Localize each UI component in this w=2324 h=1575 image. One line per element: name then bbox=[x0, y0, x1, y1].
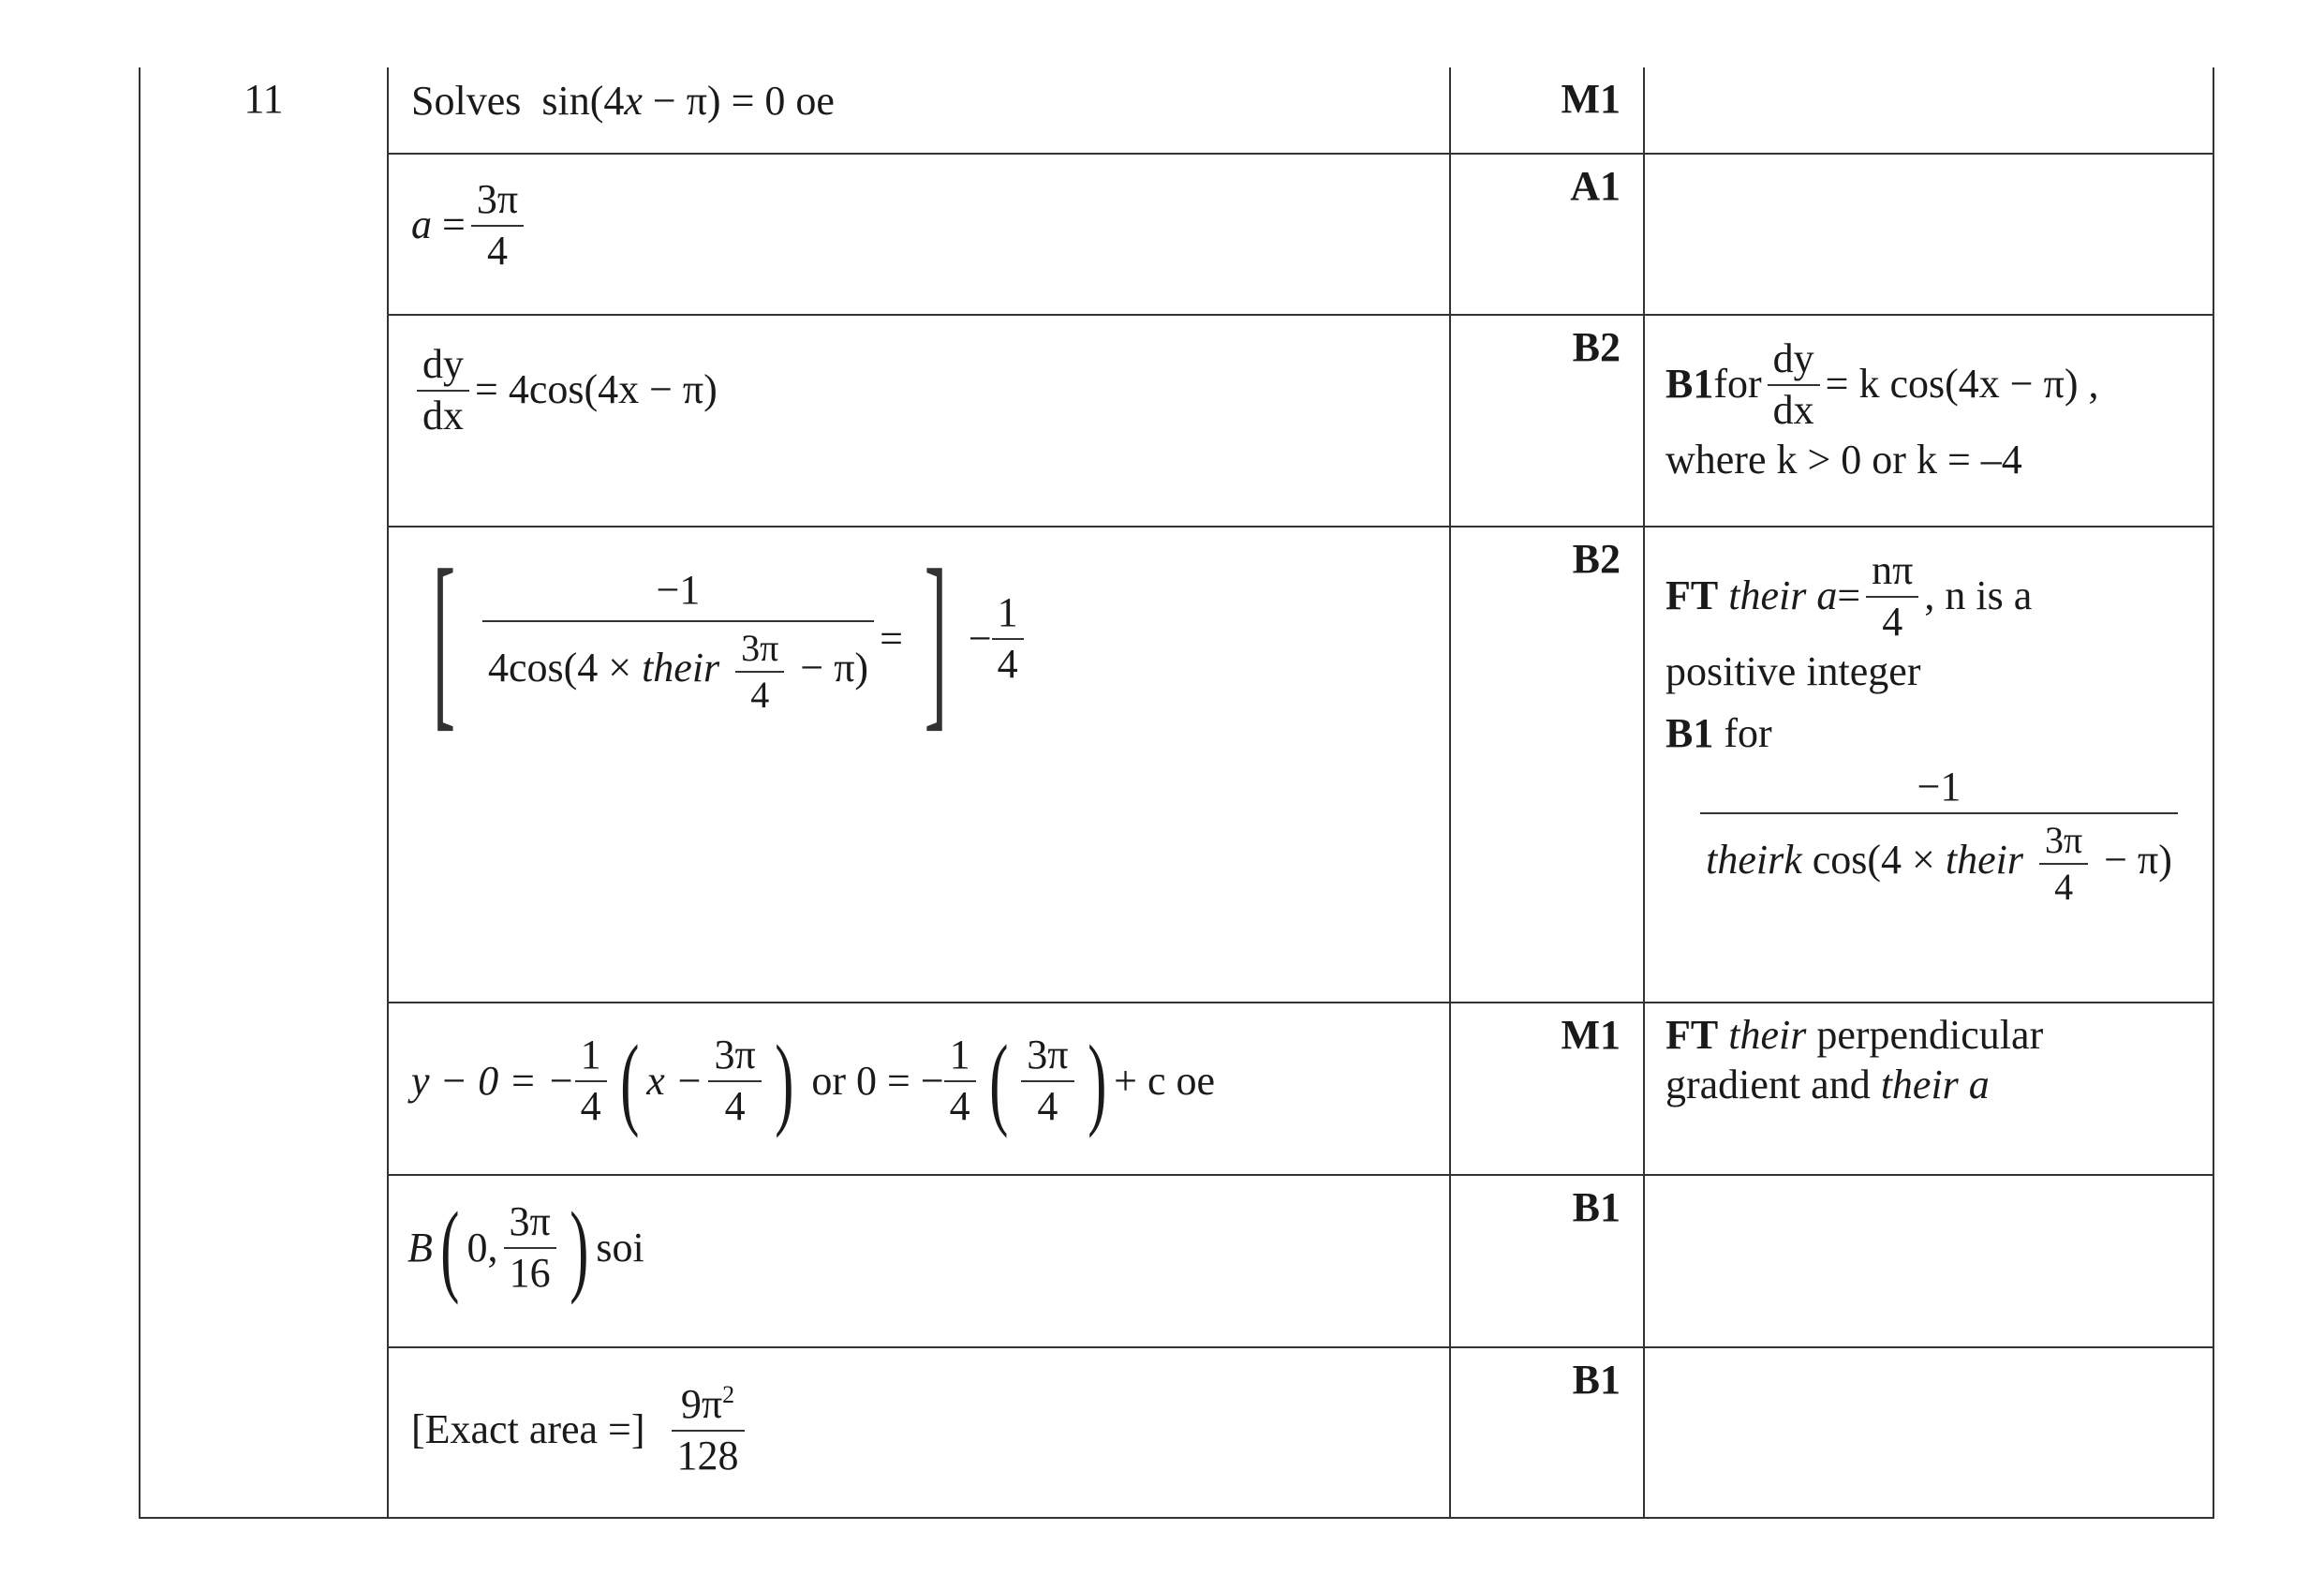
guidance-text bbox=[1645, 316, 2213, 484]
point-x: 0, bbox=[466, 1224, 498, 1270]
fraction-denominator: 4 bbox=[997, 641, 1018, 687]
result-fraction bbox=[992, 588, 1024, 690]
denominator-their: their bbox=[1945, 837, 2023, 884]
table-row bbox=[140, 315, 2213, 527]
fraction-denominator: 4 bbox=[486, 227, 508, 274]
guidance-cell bbox=[1644, 527, 2213, 1003]
answer-rhs: = 4cos(4x − π) bbox=[475, 366, 718, 413]
answer-text bbox=[389, 316, 1449, 441]
guidance-text bbox=[1645, 527, 2213, 910]
fraction-denominator: 128 bbox=[676, 1432, 739, 1478]
answer-expr-tail: − π) = 0 oe bbox=[642, 78, 835, 124]
point-label: B bbox=[407, 1224, 433, 1270]
fraction-denominator: dx bbox=[422, 392, 464, 438]
guidance-n: , n is a bbox=[1924, 572, 2033, 619]
mark-label: M1 bbox=[1561, 76, 1621, 122]
answer-cell bbox=[388, 1003, 1450, 1175]
guidance-rest: gradient and bbox=[1665, 1061, 1881, 1107]
denominator-pre: 4cos(4 × bbox=[487, 645, 643, 691]
left-paren: ( bbox=[440, 1191, 460, 1305]
guidance-positive-integer: positive integer bbox=[1665, 647, 1921, 694]
fraction-numerator: 1 bbox=[992, 588, 1024, 640]
fraction-denominator bbox=[482, 622, 874, 718]
inner-fraction bbox=[2039, 818, 2088, 910]
fraction-denominator: 4 bbox=[750, 674, 770, 717]
area-label: [Exact area =] bbox=[411, 1406, 645, 1453]
left-paren: ( bbox=[988, 1024, 1009, 1138]
answer-word: Solves bbox=[411, 78, 522, 124]
fraction-numerator: 3π bbox=[1021, 1031, 1073, 1082]
fraction-denominator: 16 bbox=[509, 1250, 551, 1296]
guidance-mark: B1 bbox=[1665, 361, 1714, 408]
fraction-numerator: 3π bbox=[2039, 818, 2088, 865]
guidance-cell bbox=[1644, 154, 2213, 315]
mark-scheme-table bbox=[139, 67, 2214, 1519]
guidance-for: for bbox=[1713, 361, 1762, 408]
equation-or: or bbox=[811, 1057, 846, 1104]
answer-text bbox=[389, 1348, 1449, 1481]
denominator-post: − π) bbox=[800, 645, 869, 691]
fraction-denominator: dx bbox=[1772, 386, 1814, 433]
mark-label: A1 bbox=[1570, 163, 1621, 209]
mark-cell bbox=[1450, 315, 1644, 527]
answer-cell bbox=[388, 1347, 1450, 1518]
left-bracket: [ bbox=[432, 530, 456, 748]
gradient-fraction bbox=[482, 560, 874, 719]
left-paren: ( bbox=[619, 1024, 640, 1138]
equation-fraction bbox=[575, 1031, 607, 1132]
answer-fraction bbox=[471, 175, 524, 276]
answer-cell bbox=[388, 527, 1450, 1003]
fraction-numerator bbox=[672, 1380, 745, 1432]
mark-label: B1 bbox=[1572, 1357, 1621, 1403]
mark-cell bbox=[1450, 1347, 1644, 1518]
guidance-ft: FT bbox=[1665, 572, 1719, 619]
point-y-fraction bbox=[504, 1197, 556, 1299]
point-tail: soi bbox=[596, 1224, 644, 1270]
mark-label: M1 bbox=[1561, 1012, 1621, 1058]
mark-cell bbox=[1450, 1003, 1644, 1175]
mark-cell bbox=[1450, 67, 1644, 154]
equation-tail: + c oe bbox=[1114, 1057, 1216, 1104]
answer-text bbox=[389, 155, 1449, 276]
inner-fraction bbox=[735, 626, 784, 718]
guidance-derivative bbox=[1768, 334, 1820, 436]
fraction-numerator: 3π bbox=[471, 175, 524, 227]
equation-fraction bbox=[1021, 1031, 1073, 1132]
answer-cell bbox=[388, 67, 1450, 154]
answer-cell bbox=[388, 154, 1450, 315]
answer-text bbox=[389, 1176, 1449, 1305]
guidance-cell bbox=[1644, 315, 2213, 527]
table-row bbox=[140, 527, 2213, 1003]
mark-label: B2 bbox=[1572, 536, 1621, 582]
area-numerator: 9π bbox=[680, 1381, 723, 1427]
equals-sign: = bbox=[880, 615, 903, 661]
fraction-denominator: 4 bbox=[2054, 865, 2074, 908]
mark-cell bbox=[1450, 154, 1644, 315]
fraction-denominator: 4 bbox=[1037, 1083, 1058, 1129]
guidance-condition: where k > 0 or k = –4 bbox=[1665, 436, 2022, 483]
guidance-cell bbox=[1644, 1003, 2213, 1175]
table-row bbox=[140, 67, 2213, 154]
fraction-denominator: 4 bbox=[1882, 598, 1903, 645]
guidance-their-a: their a bbox=[1880, 1061, 1990, 1107]
answer-text bbox=[389, 67, 1449, 126]
answer-expr: sin(4 bbox=[541, 78, 625, 124]
answer-var: x bbox=[624, 78, 643, 124]
guidance-cell bbox=[1644, 1175, 2213, 1347]
guidance-their: their bbox=[1728, 1012, 1807, 1058]
question-number-cell bbox=[140, 67, 388, 1518]
mark-cell bbox=[1450, 1175, 1644, 1347]
guidance-mark: B1 bbox=[1665, 710, 1714, 757]
area-power: 2 bbox=[722, 1381, 735, 1408]
guidance-ft: FT bbox=[1665, 1012, 1719, 1058]
table-row bbox=[140, 1175, 2213, 1347]
answer-text bbox=[389, 1003, 1449, 1138]
guidance-for: for bbox=[1713, 710, 1772, 757]
answer-cell bbox=[388, 1175, 1450, 1347]
guidance-rhs: = k cos(4x − π) , bbox=[1825, 361, 2099, 408]
guidance-cell bbox=[1644, 67, 2213, 154]
right-paren: ) bbox=[1087, 1024, 1106, 1138]
denominator-mid: cos(4 × bbox=[1801, 837, 1946, 884]
fraction-numerator: 3π bbox=[504, 1197, 556, 1249]
fraction-numerator: dy bbox=[1768, 334, 1820, 386]
derivative-fraction bbox=[417, 340, 469, 441]
answer-eq: = bbox=[442, 201, 466, 248]
fraction-numerator: −1 bbox=[1700, 763, 2178, 814]
table-row bbox=[140, 154, 2213, 315]
mark-label: B1 bbox=[1572, 1184, 1621, 1230]
fraction-denominator: 4 bbox=[580, 1083, 601, 1129]
guidance-gradient-fraction bbox=[1700, 763, 2178, 910]
guidance-text bbox=[1645, 1003, 2213, 1110]
fraction-denominator bbox=[1700, 814, 2178, 910]
mark-cell bbox=[1450, 527, 1644, 1003]
guidance-cell bbox=[1644, 1347, 2213, 1518]
fraction-numerator: 1 bbox=[575, 1031, 607, 1082]
equation-lhs: y − 0 = − bbox=[411, 1057, 575, 1104]
answer-text bbox=[389, 527, 1449, 748]
guidance-a-fraction bbox=[1866, 546, 1918, 647]
fraction-numerator: 3π bbox=[735, 626, 784, 673]
result-sign: − bbox=[968, 615, 992, 661]
answer-cell bbox=[388, 315, 1450, 527]
right-bracket: ] bbox=[924, 530, 948, 748]
area-fraction bbox=[672, 1380, 745, 1481]
fraction-numerator: 1 bbox=[944, 1031, 976, 1082]
equation-fraction bbox=[944, 1031, 976, 1132]
denominator-post: − π) bbox=[2104, 837, 2172, 884]
equation-fraction bbox=[708, 1031, 761, 1132]
question-number: 11 bbox=[244, 76, 284, 122]
fraction-numerator: nπ bbox=[1866, 546, 1918, 598]
fraction-numerator: −1 bbox=[482, 560, 874, 623]
equation-lhs: 0 = − bbox=[856, 1057, 944, 1104]
answer-var: a bbox=[411, 201, 432, 248]
guidance-their-a: their a bbox=[1728, 572, 1838, 619]
denominator-their: their bbox=[642, 645, 720, 691]
right-paren: ) bbox=[774, 1024, 794, 1138]
table-row bbox=[140, 1347, 2213, 1518]
guidance-rest: perpendicular bbox=[1806, 1012, 2044, 1058]
denominator-theirk: theirk bbox=[1706, 837, 1802, 884]
fraction-numerator: dy bbox=[417, 340, 469, 392]
mark-label: B2 bbox=[1572, 324, 1621, 370]
right-paren: ) bbox=[569, 1191, 589, 1305]
table-row bbox=[140, 1003, 2213, 1175]
fraction-denominator: 4 bbox=[949, 1083, 970, 1129]
guidance-eq: = bbox=[1837, 572, 1861, 619]
fraction-numerator: 3π bbox=[708, 1031, 761, 1082]
fraction-denominator: 4 bbox=[724, 1083, 746, 1129]
equation-inner: x − bbox=[646, 1057, 703, 1104]
